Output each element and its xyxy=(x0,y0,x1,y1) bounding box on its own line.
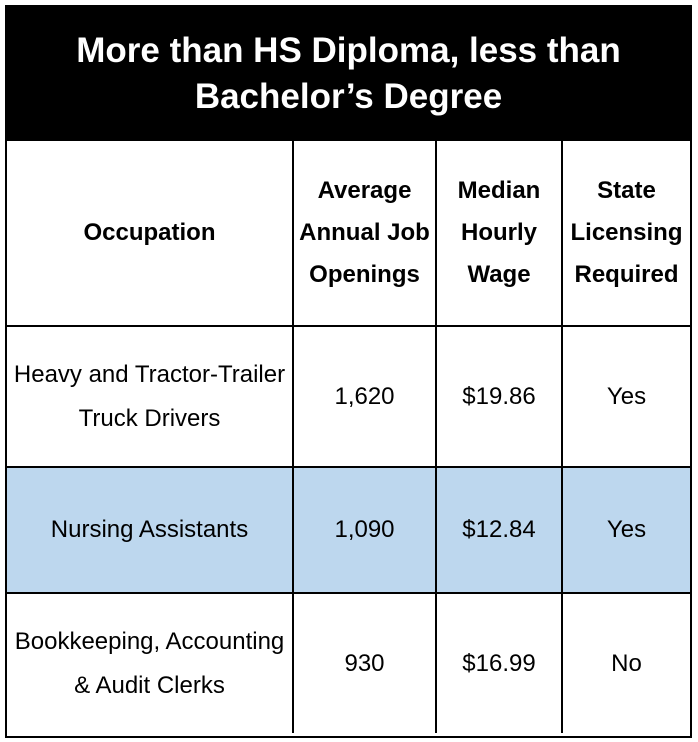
cell-occupation: Heavy and Tractor-Trailer Truck Drivers xyxy=(7,326,293,467)
occupation-table-card xyxy=(5,5,692,738)
cell-job-openings: 1,090 xyxy=(293,467,436,593)
cell-occupation: Nursing Assistants xyxy=(7,467,293,593)
header-median-wage: Median Hourly Wage xyxy=(436,141,562,326)
table-row xyxy=(7,593,690,733)
cell-median-wage: $16.99 xyxy=(436,593,562,733)
header-row xyxy=(7,141,690,326)
cell-median-wage: $19.86 xyxy=(436,326,562,467)
cell-occupation: Bookkeeping, Accounting & Audit Clerks xyxy=(7,593,293,733)
table-title: More than HS Diploma, less than Bachelor’s Degree xyxy=(76,31,621,116)
cell-job-openings: 930 xyxy=(293,593,436,733)
cell-state-licensing: Yes xyxy=(562,326,690,467)
cell-state-licensing: Yes xyxy=(562,467,690,593)
header-job-openings: Average Annual Job Openings xyxy=(293,141,436,326)
occupation-table xyxy=(7,141,690,733)
cell-state-licensing: No xyxy=(562,593,690,733)
header-occupation: Occupation xyxy=(7,141,293,326)
cell-median-wage: $12.84 xyxy=(436,467,562,593)
header-state-licensing: State Licensing Required xyxy=(562,141,690,326)
table-row-highlighted xyxy=(7,467,690,593)
table-title-bar xyxy=(7,7,690,141)
cell-job-openings: 1,620 xyxy=(293,326,436,467)
table-row xyxy=(7,326,690,467)
